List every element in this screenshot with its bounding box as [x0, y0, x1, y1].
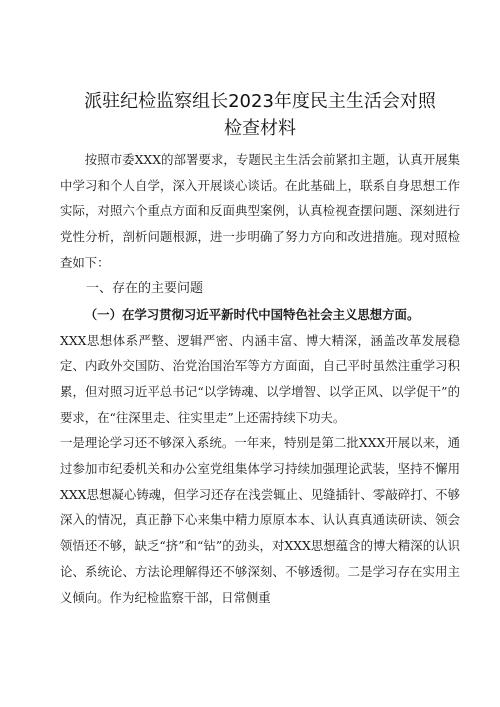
title-line-1: 派驻纪检监察组长2023年度民主生活会对照	[84, 91, 436, 112]
subsection-heading: （一）在学习贯彻习近平新时代中国特色社会主义思想方面。	[84, 306, 420, 322]
title-line-2: 检查材料	[224, 118, 296, 139]
section-heading: 一、存在的主要问题	[86, 280, 204, 296]
body-paragraph-1: XXX思想体系严整、逻辑严密、内涵丰富、博大精深，涵盖改革发展稳定、内政外交国防、治党治国治军等方方面面，自己平时虽然注重学习积累，但对照习近平总书记“以学铸魂、以学增智、以学正风、以学促干”的要求，在“往深里走、往实里走”上还需持续下功夫。	[60, 332, 460, 425]
body-paragraph-2: 一是理论学习还不够深入系统。一年来，特别是第二批XXX开展以来，通过参加市纪委机关和办公室党组集体学习持续加强理论武装，坚持不懈用XXX思想凝心铸魂，但学习还存在浅尝辄止、见缝插针、零敲碎打、不够深入的情况，真正静下心来集中精力原原本本、认认真真通读研读、领会领悟还不够，缺乏“挤”和“钻”的劲头，对XXX思想蕴含的博大精深的认识论、系统论、方法论理解得还不够深刻、不够透彻。二是学习存在实用主义倾向。作为纪检监察干部，日常侧重	[60, 435, 460, 605]
intro-paragraph: 按照市委XXX的部署要求，专题民主生活会前紧扣主题，认真开展集中学习和个人自学，深入开展谈心谈话。在此基础上，联系自身思想工作实际，对照六个重点方面和反面典型案例，认真检视查摆问题、深刻进行党性分析，剖析问题根源，进一步明确了努力方向和改进措施。现对照检查如下：	[60, 152, 460, 270]
document-title	[60, 88, 460, 142]
